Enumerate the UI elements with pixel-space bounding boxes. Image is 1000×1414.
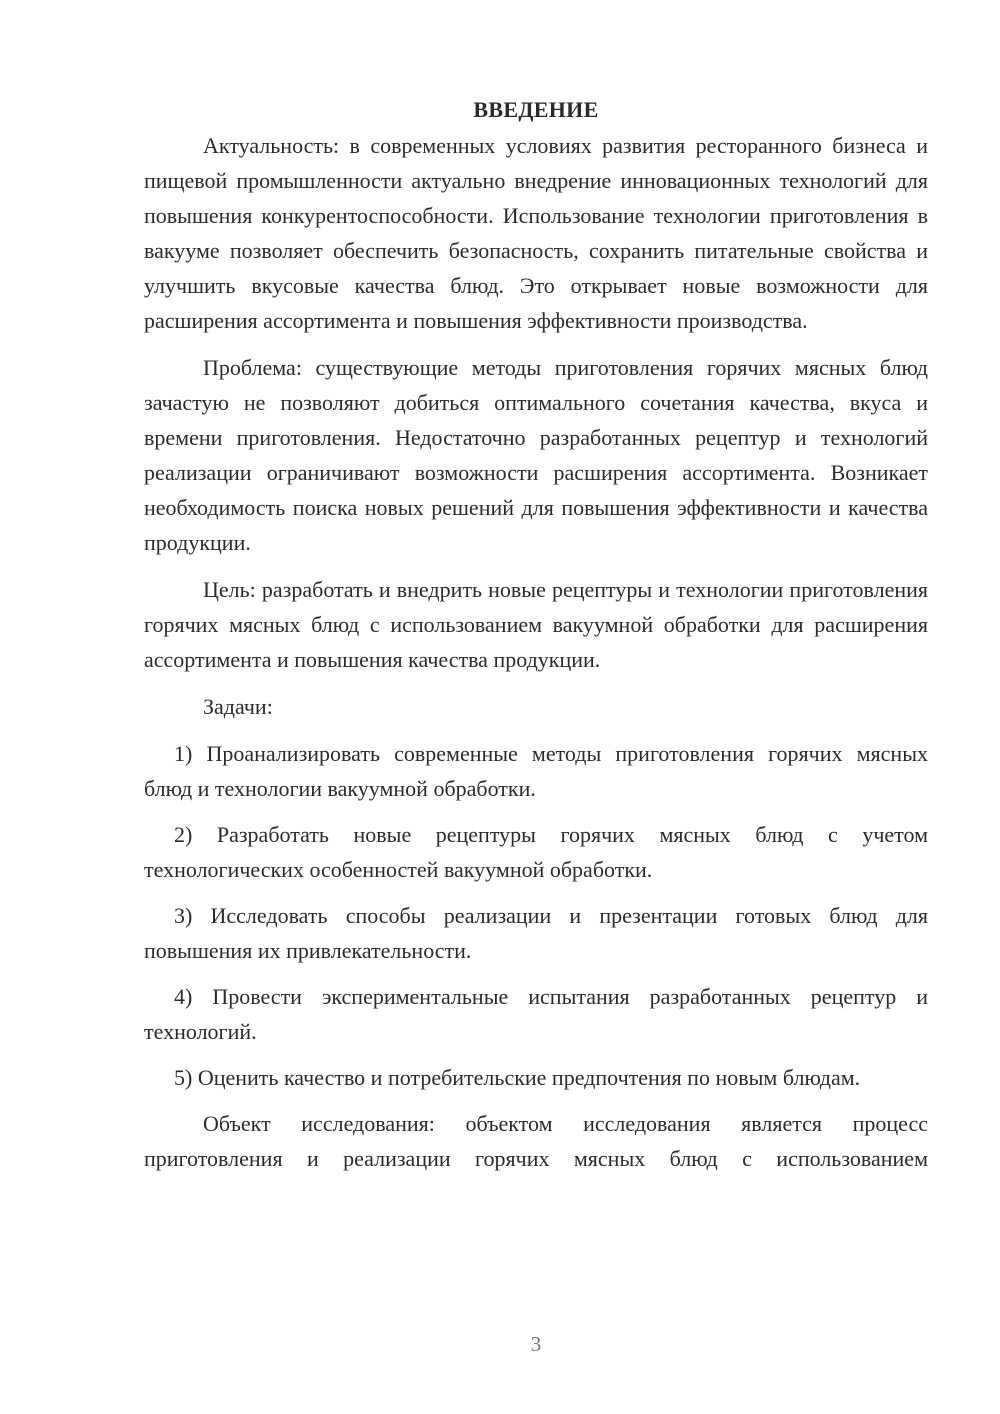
document-page bbox=[144, 94, 928, 1188]
task-item: 5) Оценить качество и потребительские предпочтения по новым блюдам. bbox=[174, 1065, 861, 1090]
problem-paragraph: Проблема: существующие методы приготовления горячих мясных блюд зачастую не позволяют добиться оптимального сочетания качества, вкуса и времени приготовления. Недостаточно разработанных рецептур и технологий реализации ограничивают возможности расширения ассортимента. Возникает необходимость поиска новых решений для повышения эффективности и качества продукции. bbox=[144, 355, 928, 555]
relevance-paragraph: Актуальность: в современных условиях развития ресторанного бизнеса и пищевой промышленности актуально внедрение инновационных технологий для повышения конкурентоспособности. Использование технологии приготовления в вакууме позволяет обеспечить безопасность, сохранить питательные свойства и улучшить вкусовые качества блюд. Это открывает новые возможности для расширения ассортимента и повышения эффективности производства. bbox=[144, 133, 928, 333]
task-item: 3) Исследовать способы реализации и презентации готовых блюд для повышения их привлекательности. bbox=[144, 903, 928, 963]
task-item: 1) Проанализировать современные методы приготовления горячих мясных блюд и технологии вакуумной обработки. bbox=[144, 741, 928, 801]
task-item: 4) Провести экспериментальные испытания разработанных рецептур и технологий. bbox=[144, 984, 928, 1044]
task-item: 2) Разработать новые рецептуры горячих мясных блюд с учетом технологических особенностей вакуумной обработки. bbox=[144, 822, 928, 882]
page-number: 3 bbox=[530, 1332, 542, 1356]
goal-paragraph: Цель: разработать и внедрить новые рецептуры и технологии приготовления горячих мясных блюд с использованием вакуумной обработки для расширения ассортимента и повышения качества продукции. bbox=[144, 577, 928, 672]
tasks-label: Задачи: bbox=[203, 694, 273, 719]
object-paragraph: Объект исследования: объектом исследования является процесс приготовления и реализации горячих мясных блюд с использованием bbox=[144, 1111, 928, 1171]
section-heading: ВВЕДЕНИЕ bbox=[473, 97, 599, 122]
